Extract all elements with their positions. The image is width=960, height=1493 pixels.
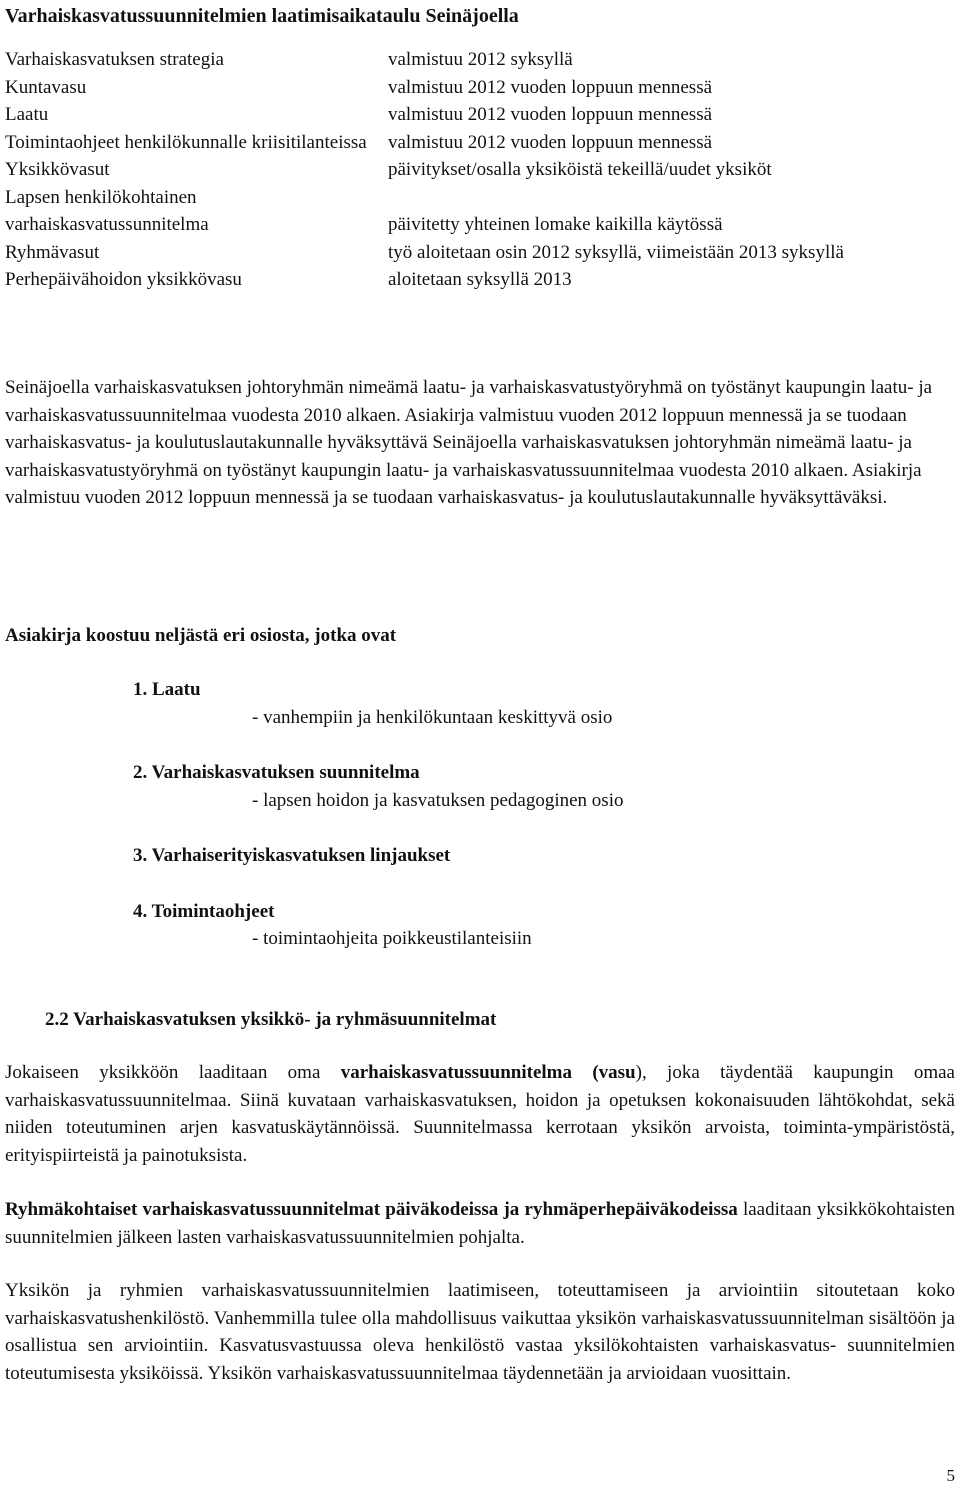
schedule-value: aloitetaan syksyllä 2013 bbox=[388, 269, 572, 290]
paragraph-staff: Yksikön ja ryhmien varhaiskasvatussuunnitelmien laatimiseen, toteuttamiseen ja arviointiin sitoutetaan koko varhaiskasvatushenkilöstö. Vanhemmilla tulee olla mahdollisuus vaikuttaa yksikön varhaiskasvatussuunnitelman sisältöön ja osallistua sen arviointiin. Kasvatusvastuussa oleva henkilöstö vastaa yksilökohtaisten varhaiskasvatus- suunnitelmien toteutumisesta yksiköissä. Yksikön varhaiskasvatussuunnitelmaa täydennetään ja arvioidaan vuosittain. bbox=[5, 1280, 955, 1384]
schedule-value: valmistuu 2012 vuoden loppuun mennessä bbox=[388, 76, 713, 98]
schedule-row bbox=[5, 266, 955, 294]
part-title: 2. Varhaiskasvatuksen suunnitelma bbox=[133, 762, 420, 783]
part-description: - lapsen hoidon ja kasvatuksen pedagoginen osio bbox=[252, 789, 624, 811]
paragraph-group-plans bbox=[5, 1196, 955, 1251]
part-title: 4. Toimintaohjeet bbox=[133, 900, 275, 922]
paragraph-unit-plan bbox=[5, 1059, 955, 1169]
schedule-value: valmistuu 2012 vuoden loppuun mennessä bbox=[388, 131, 713, 153]
paragraph-text: ), joka täydentää kaupungin omaa varhaiskasvatussuunnitelmaa. Siinä kuvataan varhaiskasvatuksen, hoidon ja opetuksen kokonaisuuden lähtökohdat, sekä niiden toteutuminen arjen kasvatuskäytännöissä. Suunnitelmassa kerrotaan yksikön arvoista, toiminta-ympäristöstä, erityispiirteistä ja painotuksista. bbox=[5, 1062, 955, 1166]
schedule-row bbox=[5, 156, 955, 184]
schedule-row bbox=[5, 46, 955, 74]
part-title: 3. Varhaiserityiskasvatuksen linjaukset bbox=[133, 845, 451, 866]
schedule-label: Kuntavasu bbox=[5, 76, 87, 98]
schedule-value: päivitetty yhteinen lomake kaikilla käytössä bbox=[388, 214, 723, 235]
schedule-label: Varhaiskasvatuksen strategia bbox=[5, 49, 224, 70]
paragraph-emphasis: varhaiskasvatussuunnitelma (vasu bbox=[340, 1062, 636, 1083]
schedule-table bbox=[5, 46, 955, 294]
schedule-value: valmistuu 2012 syksyllä bbox=[388, 49, 573, 70]
schedule-label: Lapsen henkilökohtainen varhaiskasvatussunnitelma bbox=[5, 186, 209, 235]
part-description: - toimintaohjeita poikkeustilanteisiin bbox=[252, 928, 532, 949]
part-description: - vanhempiin ja henkilökuntaan keskittyvä osio bbox=[252, 706, 613, 728]
list-item bbox=[133, 898, 833, 953]
schedule-row bbox=[5, 239, 955, 267]
schedule-value: valmistuu 2012 vuoden loppuun mennessä bbox=[388, 104, 713, 125]
schedule-row bbox=[5, 101, 955, 129]
page-number: 5 bbox=[946, 1466, 955, 1485]
schedule-row bbox=[5, 184, 955, 239]
schedule-label: Ryhmävasut bbox=[5, 241, 100, 263]
list-item bbox=[133, 759, 833, 814]
section-heading: 2.2 Varhaiskasvatuksen yksikkö- ja ryhmäsuunnitelmat bbox=[45, 1009, 497, 1030]
part-title: 1. Laatu bbox=[133, 679, 201, 700]
intro-paragraph: Seinäjoella varhaiskasvatuksen johtoryhmän nimeämä laatu- ja varhaiskasvatustyöryhmä on työstänyt kaupungin laatu- ja varhaiskasvatussuunnitelmaa vuodesta 2010 alkaen. Asiakirja valmistuu vuoden 2012 loppuun mennessä ja se tuodaan varhaiskasvatus- ja koulutuslautakunnalle hyväksyttävä Seinäjoella varhaiskasvatuksen johtoryhmän nimeämä laatu- ja varhaiskasvatustyöryhmä on työstänyt kaupungin laatu- ja varhaiskasvatussuunnitelmaa vuodesta 2010 alkaen. Asiakirja valmistuu vuoden 2012 loppuun mennessä ja se tuodaan varhaiskasvatus- ja koulutuslautakunnalle hyväksyttäväksi. bbox=[5, 377, 933, 508]
list-item bbox=[133, 842, 833, 870]
schedule-row bbox=[5, 129, 955, 157]
schedule-label: Laatu bbox=[5, 104, 49, 125]
schedule-value: päivitykset/osalla yksiköistä tekeillä/uudet yksiköt bbox=[388, 159, 772, 180]
parts-heading: Asiakirja koostuu neljästä eri osiosta, jotka ovat bbox=[5, 625, 397, 646]
list-item bbox=[133, 676, 833, 731]
schedule-value: työ aloitetaan osin 2012 syksyllä, viimeistään 2013 syksyllä bbox=[388, 241, 844, 263]
paragraph-text: Jokaiseen yksikköön laaditaan oma bbox=[5, 1062, 341, 1083]
parts-list bbox=[133, 676, 833, 953]
page-title: Varhaiskasvatussuunnitelmien laatimisaikataulu Seinäjoella bbox=[5, 5, 519, 27]
schedule-label: Perhepäivähoidon yksikkövasu bbox=[5, 269, 242, 290]
schedule-label: Yksikkövasut bbox=[5, 159, 110, 180]
schedule-row bbox=[5, 74, 955, 102]
paragraph-text: laaditaan yksikkökohtaisten suunnitelmien jälkeen lasten varhaiskasvatussuunnitelmien pohjalta. bbox=[5, 1199, 955, 1248]
paragraph-emphasis: Ryhmäkohtaiset varhaiskasvatussuunnitelmat päiväkodeissa ja ryhmäperhepäiväkodeissa bbox=[5, 1199, 738, 1220]
schedule-label: Toimintaohjeet henkilökunnalle kriisitilanteissa bbox=[5, 131, 367, 153]
